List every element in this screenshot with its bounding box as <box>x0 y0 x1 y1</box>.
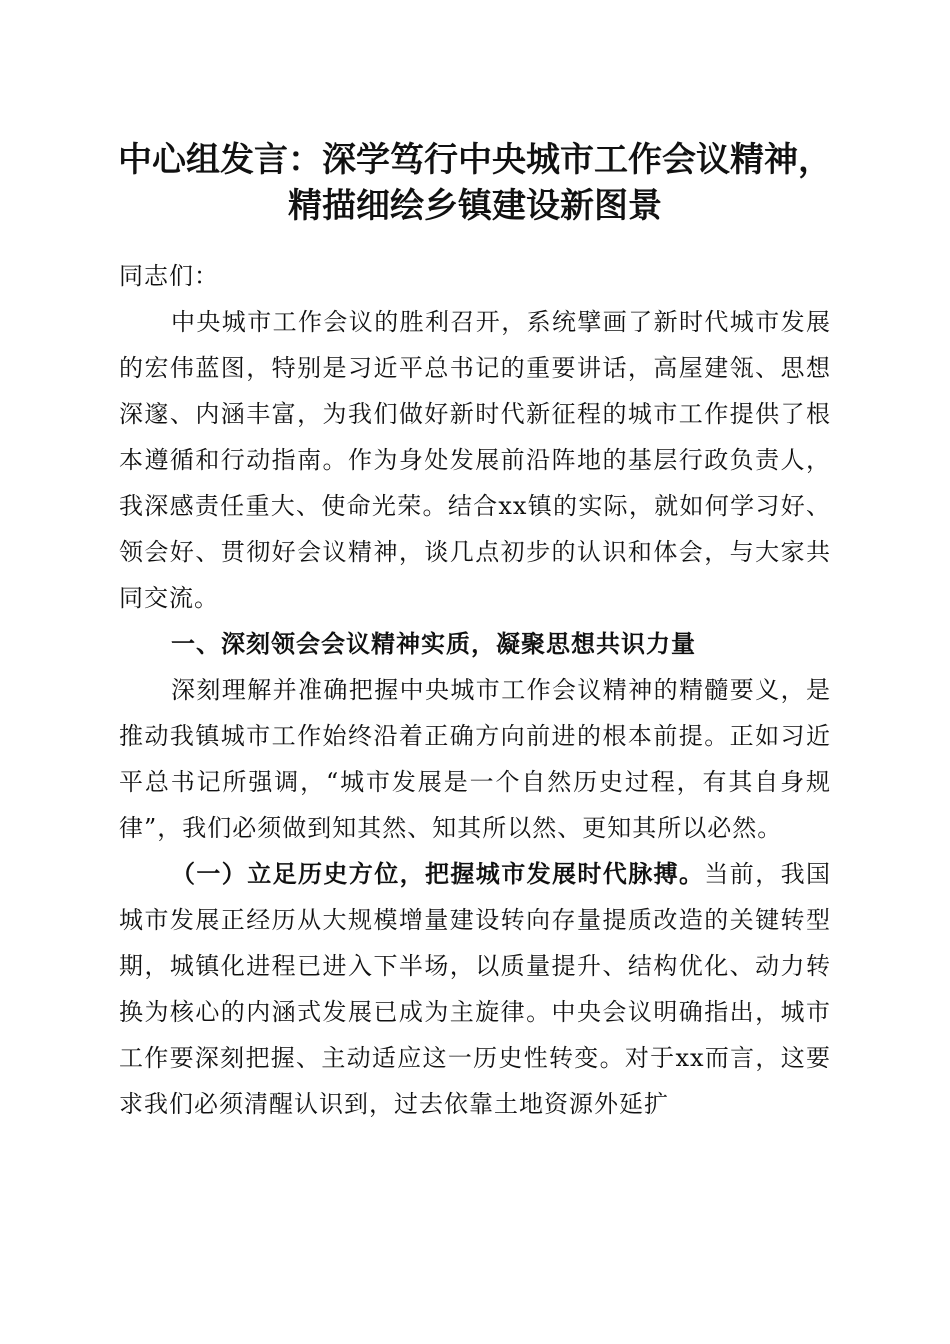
section-1-paragraph: 深刻理解并准确把握中央城市工作会议精神的精髓要义，是推动我镇城市工作始终沿着正确方向前进的根本前提。正如习近平总书记所强调，“城市发展是一个自然历史过程，有其自身规律”，我们必须做到知其然、知其所以然、更知其所以必然。 <box>119 676 831 842</box>
intro-paragraph: 中央城市工作会议的胜利召开，系统擘画了新时代城市发展的宏伟蓝图，特别是习近平总书记的重要讲话，高屋建瓴、思想深邃、内涵丰富，为我们做好新时代新征程的城市工作提供了根本遵循和行动指南。作为身处发展前沿阵地的基层行政负责人，我深感责任重大、使命光荣。结合xx镇的实际，就如何学习好、领会好、贯彻好会议精神，谈几点初步的认识和体会，与大家共同交流。 <box>119 308 831 612</box>
subsection-1-paragraph <box>119 851 831 1127</box>
document-body <box>119 253 831 1127</box>
salutation: 同志们： <box>119 262 219 290</box>
document-title <box>0 137 950 229</box>
title-line-2: 精描细绘乡镇建设新图景 <box>288 186 662 226</box>
title-line-1: 中心组发言：深学笃行中央城市工作会议精神， <box>118 140 832 180</box>
section-heading-1: 一、深刻领会会议精神实质，凝聚思想共识力量 <box>171 629 696 658</box>
subsection-1-lead: （一）立足历史方位，把握城市发展时代脉搏。 <box>171 859 705 888</box>
subsection-1-body: 当前，我国城市发展正经历从大规模增量建设转向存量提质改造的关键转型期，城镇化进程已进入下半场，以质量提升、结构优化、动力转换为核心的内涵式发展已成为主旋律。中央会议明确指出，城市工作要深刻把握、主动适应这一历史性转变。对于xx而言，这要求我们必须清醒认识到，过去依靠土地资源外延扩 <box>119 860 832 1118</box>
